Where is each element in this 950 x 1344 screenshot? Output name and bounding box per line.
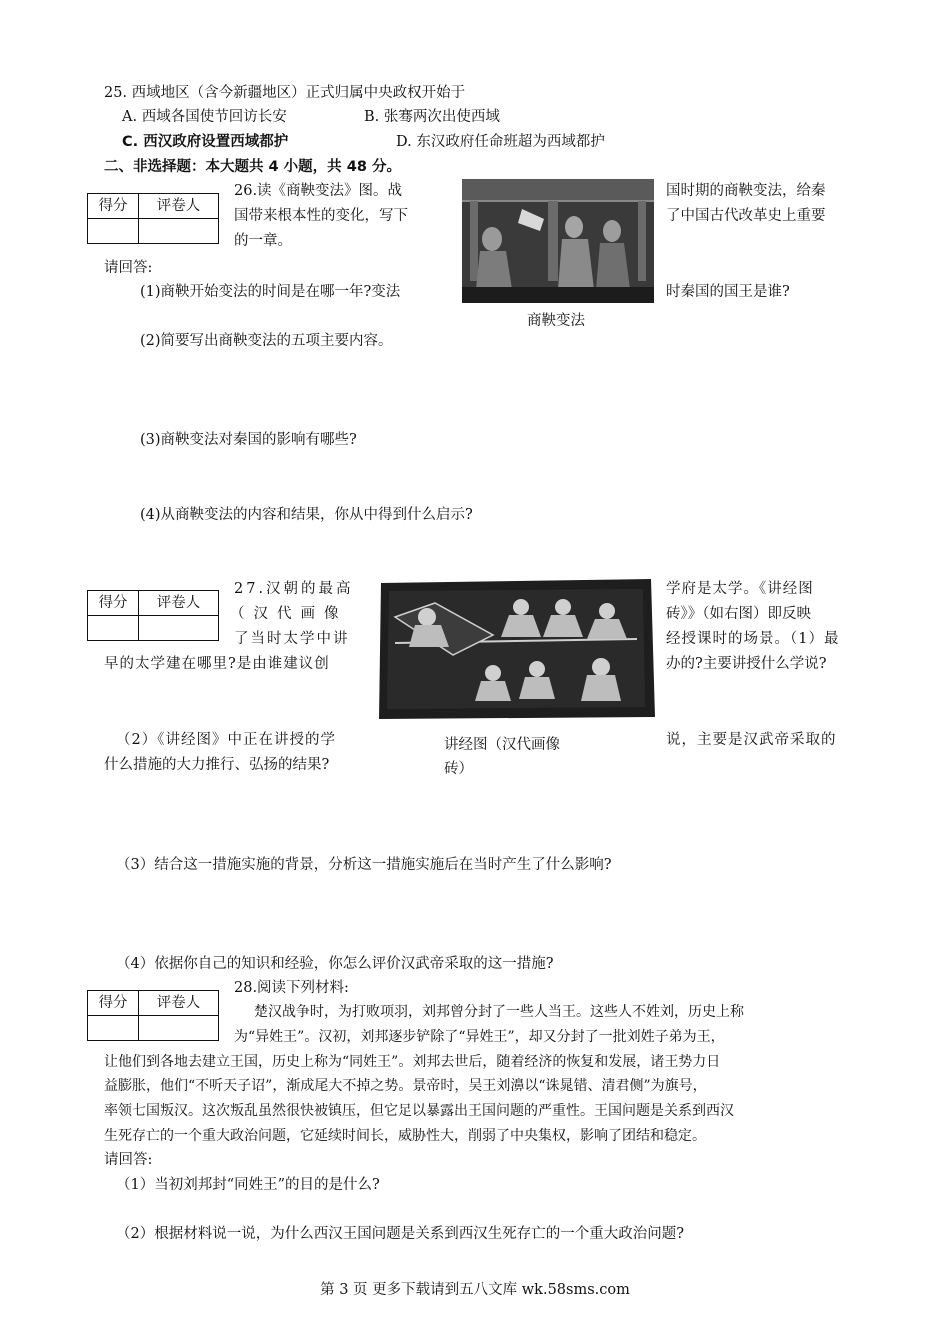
score-cell: [88, 1016, 139, 1041]
q28-material-line-4: 益膨胀，他们“不听天子诏”，渐成尾大不掉之势。景帝时，吴王刘濞以“诛晁错、清君侧”为旗号，: [104, 1078, 707, 1094]
q26-intro-line-1: 26.读《商鞅变法》图。战: [234, 183, 403, 199]
score-label: 得分: [88, 591, 139, 616]
q27-question-2-right: 说，主要是汉武帝采取的: [666, 732, 837, 748]
q28-question-1: （1）当初刘邦封“同姓王”的目的是什么?: [116, 1177, 380, 1193]
q25-option-d: D. 东汉政府任命班超为西域都护: [396, 134, 605, 150]
q25-option-b: B. 张骞两次出使西域: [364, 109, 500, 125]
shang-yang-reform-illustration: [462, 179, 654, 303]
page-footer: 第 3 页 更多下载请到五八文库 wk.58sms.com: [320, 1282, 630, 1298]
score-cell: [88, 616, 139, 641]
q28-material-line-2: 为“异姓王”。汉初，刘邦逐步铲除了“异姓王”，却又分封了一批刘姓子弟为王，: [234, 1029, 725, 1045]
q27-question-2-left-line-2: 什么措施的大力推行、弘扬的结果?: [104, 757, 330, 773]
q26-right-line-1: 国时期的商鞅变法，给秦: [666, 183, 826, 199]
q26-question-2: (2)简要写出商鞅变法的五项主要内容。: [140, 333, 393, 349]
q27-right-line-2: 砖》》（如右图）即反映: [666, 606, 811, 622]
q26-right-line-2: 了中国古代改革史上重要: [666, 208, 826, 224]
q28-material-line-3: 让他们到各地去建立王国，历史上称为“同姓王”。刘邦去世后，随着经济的恢复和发展，诸王势力日: [104, 1054, 721, 1070]
grader-cell: [139, 616, 219, 641]
lecture-brick-caption-line-2: 砖）: [444, 761, 473, 777]
q26-question-4: (4)从商鞅变法的内容和结果，你从中得到什么启示?: [140, 507, 473, 523]
score-table-q27: [87, 590, 219, 641]
lecture-brick-illustration: [375, 577, 657, 721]
section-2-title: 二、非选择题：本大题共 4 小题，共 48 分。: [104, 159, 401, 175]
q28-material-line-6: 生死存亡的一个重大政治问题，它延续时间长，威胁性大，削弱了中央集权，影响了团结和稳定。: [104, 1128, 706, 1144]
q27-question-3: （3）结合这一措施实施的背景，分析这一措施实施后在当时产生了什么影响?: [116, 857, 612, 873]
q27-left-line-1: 27.汉朝的最高: [234, 581, 354, 597]
q27-right-line-3: 经授课时的场景。（1）最: [666, 631, 840, 647]
q27-question-2-left-line-1: （2）《讲经图》中正在讲授的学: [116, 732, 336, 748]
q27-left-line-2: （汉代画像: [230, 606, 348, 622]
score-cell: [88, 219, 139, 244]
q26-question-1-right: 时秦国的国王是谁?: [666, 284, 790, 300]
q26-question-1-left: (1)商鞅开始变法的时间是在哪一年?变法: [140, 284, 401, 300]
q28-material-line-1: 楚汉战争时，为打败项羽，刘邦曾分封了一些人当王。这些人不姓刘，历史上称: [254, 1004, 744, 1020]
q27-right-line-4: 办的?主要讲授什么学说?: [666, 656, 827, 672]
q28-intro: 28.阅读下列材料:: [234, 980, 349, 996]
q27-right-line-1: 学府是太学。《讲经图: [666, 581, 814, 597]
score-table-q28: [87, 990, 219, 1041]
shang-yang-reform-caption: 商鞅变法: [527, 313, 585, 329]
q27-left-line-3: 了当时太学中讲: [234, 631, 350, 647]
lecture-brick-image: [375, 577, 657, 721]
grader-label: 评卷人: [139, 591, 219, 616]
q28-material-line-5: 率领七国叛汉。这次叛乱虽然很快被镇压，但它足以暴露出王国问题的严重性。王国问题是关系到西汉: [104, 1103, 734, 1119]
score-table-q26: [87, 193, 219, 244]
q25-option-c: C. 西汉政府设置西域都护: [122, 134, 289, 150]
score-label: 得分: [88, 194, 139, 219]
grader-label: 评卷人: [139, 991, 219, 1016]
q26-please-answer: 请回答:: [104, 260, 153, 276]
q28-question-2: （2）根据材料说一说，为什么西汉王国问题是关系到西汉生死存亡的一个重大政治问题?: [116, 1226, 684, 1242]
q26-question-3: (3)商鞅变法对秦国的影响有哪些?: [140, 432, 357, 448]
lecture-brick-caption-line-1: 讲经图（汉代画像: [444, 737, 560, 753]
shang-yang-reform-image: [462, 179, 654, 303]
score-label: 得分: [88, 991, 139, 1016]
grader-cell: [139, 219, 219, 244]
q25-option-a: A. 西域各国使节回访长安: [122, 109, 287, 125]
grader-cell: [139, 1016, 219, 1041]
q28-please-answer: 请回答:: [104, 1152, 153, 1168]
q25-stem: 25. 西域地区（含今新疆地区）正式归属中央政权开始于: [104, 85, 466, 101]
q27-question-4: （4）依据你自己的知识和经验，你怎么评价汉武帝采取的这一措施?: [116, 956, 554, 972]
q26-intro-line-2: 国带来根本性的变化，写下: [234, 208, 408, 224]
q26-intro-line-3: 的一章。: [234, 233, 292, 249]
grader-label: 评卷人: [139, 194, 219, 219]
q27-left-line-4: 早的太学建在哪里?是由谁建议创: [104, 656, 330, 672]
